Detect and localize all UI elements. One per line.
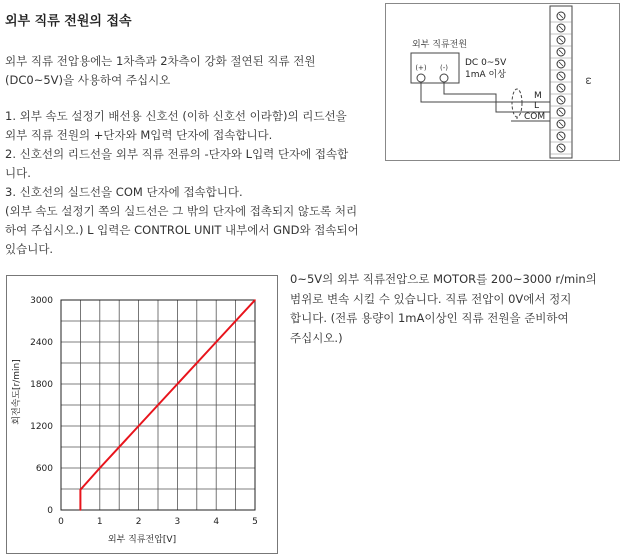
x-tick-label: 3 bbox=[174, 517, 181, 527]
side-line: 0~5V의 외부 직류전압으로 MOTOR를 200~3000 r/min의 bbox=[290, 272, 597, 286]
step-line: 니다. bbox=[5, 166, 31, 180]
chart-svg bbox=[7, 276, 277, 553]
y-axis-label: 회전속도[r/min] bbox=[12, 359, 22, 425]
x-tick-label: 4 bbox=[213, 517, 220, 527]
step-line: 외부 직류 전원의 +단자와 M입력 단자에 접속합니다. bbox=[5, 128, 273, 142]
side-line: 범위로 변속 시킬 수 있습니다. 직류 전압이 0V에서 정지 bbox=[290, 291, 572, 306]
x-tick-label: 0 bbox=[58, 517, 64, 527]
plus-symbol: (+) bbox=[415, 64, 427, 72]
x-tick-label: 2 bbox=[135, 517, 142, 527]
side-line: 합니다. (전류 용량이 1mA이상인 직류 전원을 준비하여 bbox=[290, 311, 569, 325]
plus-terminal-icon bbox=[417, 74, 425, 82]
side-description bbox=[290, 270, 597, 348]
wiring-diagram-svg bbox=[386, 4, 619, 160]
wiring-diagram bbox=[385, 3, 620, 161]
speed-data-point bbox=[215, 341, 217, 343]
speed-voltage-chart bbox=[6, 275, 278, 554]
y-tick-label: 0 bbox=[47, 506, 53, 516]
page-title: 외부 직류 전원의 접속 bbox=[5, 14, 132, 29]
speed-data-point bbox=[99, 467, 101, 469]
step-line: 2. 신호선의 리드선을 외부 직류 전류의 -단자와 L입력 단자에 접속합 bbox=[5, 147, 349, 161]
speed-data-point bbox=[80, 509, 82, 511]
intro-line: 외부 직류 전압용에는 1차측과 2차측이 강화 절연된 직류 전원 bbox=[5, 54, 316, 68]
minus-symbol: (-) bbox=[440, 64, 448, 72]
step-line: 하여 주십시오.) L 입력은 CONTROL UNIT 내부에서 GND와 접속되어 bbox=[5, 223, 359, 237]
speed-data-point bbox=[254, 299, 256, 301]
x-tick-label: 5 bbox=[252, 517, 258, 527]
terminal-l-label: L bbox=[534, 101, 540, 111]
terminal-block bbox=[550, 6, 593, 158]
x-tick-label: 1 bbox=[96, 517, 103, 527]
shield-icon bbox=[512, 89, 522, 117]
minus-terminal-icon bbox=[440, 74, 448, 82]
spec-line-1: DC 0~5V bbox=[465, 58, 507, 68]
side-line: 주십시오.) bbox=[290, 330, 343, 345]
step-line: 3. 신호선의 실드선을 COM 단자에 접속합니다. bbox=[5, 185, 243, 199]
y-tick-label: 1800 bbox=[30, 380, 53, 390]
step-line: (외부 속도 설정기 쪽의 실드선은 그 밖의 단자에 접촉되지 않도록 처리 bbox=[5, 204, 358, 218]
terminal-block-mark: ω bbox=[583, 77, 593, 85]
y-tick-label: 2400 bbox=[30, 338, 53, 348]
step-line: 1. 외부 속도 설정기 배선용 신호선 (이하 신호선 이라함)의 리드선을 bbox=[5, 109, 347, 123]
speed-data-point bbox=[138, 425, 140, 427]
steps-paragraph bbox=[5, 107, 359, 259]
terminal-com-label: COM bbox=[524, 112, 546, 122]
step-line: 있습니다. bbox=[5, 242, 54, 256]
speed-data-point bbox=[80, 489, 82, 491]
source-label: 외부 직류전원 bbox=[412, 40, 468, 50]
spec-line-2: 1mA 이상 bbox=[465, 70, 506, 80]
wire-m bbox=[421, 82, 550, 102]
intro-paragraph bbox=[5, 52, 316, 90]
y-tick-label: 3000 bbox=[30, 296, 53, 306]
y-tick-label: 600 bbox=[35, 464, 53, 474]
intro-line: (DC0~5V)을 사용하여 주십시오 bbox=[5, 73, 171, 87]
y-tick-label: 1200 bbox=[30, 422, 53, 432]
x-axis-label: 외부 직류전압[V] bbox=[107, 535, 177, 545]
terminal-m-label: M bbox=[534, 91, 542, 101]
speed-data-point bbox=[177, 383, 179, 385]
